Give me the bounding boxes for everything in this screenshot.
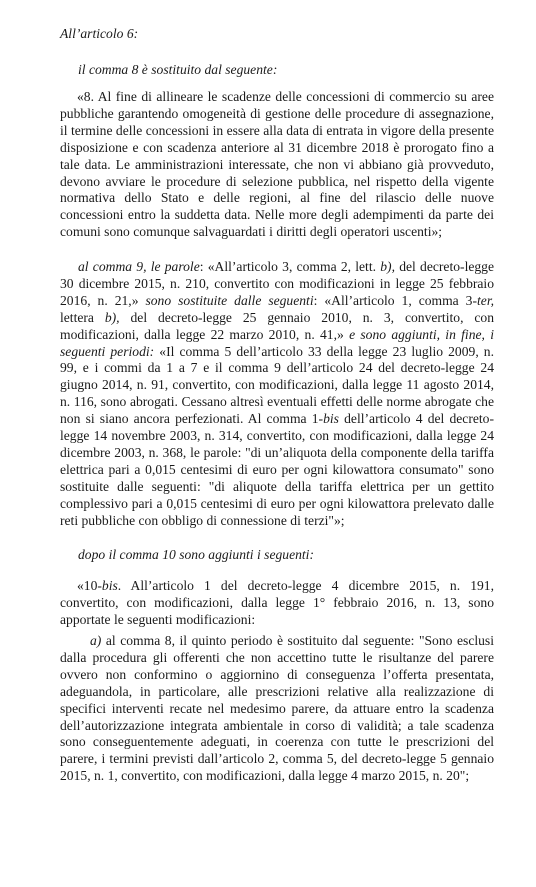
comma-10-bis-text: . All’articolo 1 del decreto-legge 4 dicembre 2015, n. 191, convertito, con modificazioni, dalla legge 1° febbraio 2016, n. 13, sono apportate le seguenti modificazioni: — [60, 578, 494, 627]
comma-9-text-3: : «All’articolo 1, comma 3- — [313, 292, 478, 308]
point-a-label: a) — [90, 633, 102, 648]
comma-9-letter-b: b), — [380, 259, 395, 274]
comma-9-intro: al comma 9, le parole — [78, 259, 200, 274]
comma-10-bis-prefix: «10- — [77, 578, 102, 593]
comma-10-bis-label: bis — [101, 578, 118, 593]
comma-9-text-4: lettera — [60, 309, 105, 325]
heading-comma-10: dopo il comma 10 sono aggiunti i seguenti: — [78, 547, 314, 562]
heading-comma-8: il comma 8 è sostituito dal seguente: — [78, 62, 278, 77]
comma-9-text-2: del decreto-legge 30 dicembre 2015, n. 210, convertito con modificazioni in legge 25 febbraio 2016, n. 21,» — [60, 259, 495, 308]
paragraph-comma-9 — [60, 259, 494, 530]
paragraph-comma-10-bis — [60, 578, 494, 629]
comma-9-text-6: «Il comma 5 dell’articolo 33 della legge 23 luglio 2009, n. 99, e i commi da 1 a 7 e il comma 9 dell’articolo 24 del decreto-legge 24 giugno 2014, n. 91, convertito, con modificazioni, dalla legge 11 agosto 2014, n. 116, sono abrogati. Cessano altresì eventuali effetti delle norme abrogate che non si siano ancora perfezionati. Al comma 1- — [60, 343, 495, 427]
point-a-text: al comma 8, il quinto periodo è sostituito dal seguente: "Sono esclusi dalla procedura gli offerenti che non accettino tutte le risultanze del parere ovvero non conformino o aggiornino di conseguenza l’offerta presentata, adeguandola, in particolare, alle prescrizioni relative alla realizzazione di specifici interventi recate nel medesimo parere, da attuare entro la scadenza dell’autorizzazione integrata ambientale in corso di validità; a tale scadenza sono conseguentemente adeguati, in coerenza con tutte le prescrizioni del parere, i termini previsti dall’articolo 2, comma 5, del decreto-legge 5 gennaio 2015, n. 1, convertito, con modificazioni, dalla legge 4 marzo 2015, n. 20"; — [60, 633, 494, 784]
comma-9-replaced-phrase: sono sostituite dalle seguenti — [145, 292, 314, 308]
paragraph-point-a — [60, 633, 494, 785]
comma-9-bis: bis — [323, 411, 339, 427]
comma-9-added-phrase: e sono aggiunti, in fine, i seguenti periodi: — [60, 326, 494, 359]
comma-9-text-1: : «All’articolo 3, comma 2, lett. — [199, 259, 381, 274]
comma-9-text-5: del decreto-legge 25 gennaio 2010, n. 3, convertito, con modificazioni, dalla legge 22 marzo 2010, n. 41,» — [60, 309, 494, 342]
comma-9-ter: ter, — [477, 292, 495, 308]
paragraph-comma-8: «8. Al fine di allineare le scadenze delle concessioni di commercio su aree pubbliche garantendo omogeneità di gestione delle procedure di assegnazione, il termine delle concessioni in essere alla data di entrata in vigore della presente disposizione e con scadenza anteriore al 31 dicembre 2018 è prorogato fino a tale data. Le amministrazioni interessate, che non vi abbiano già provveduto, devono avviare le procedure di selezione pubblica, nel rispetto della vigente normativa dello Stato e delle regioni, al fine del rilascio delle nuove concessioni entro la suddetta data. Nelle more degli adempimenti da parte dei comuni sono comunque salvaguardati i diritti degli operatori uscenti»; — [60, 89, 494, 240]
comma-9-text-7: dell’articolo 4 del decreto-legge 14 novembre 2003, n. 314, convertito, con modificazioni, dalla legge 24 dicembre 2003, n. 368, le parole: "di un’aliquota della componente della tariffa elettrica pari a 0,015 centesimi di euro per ogni kilowattora consumato" sono sostituite dalle seguenti: "di aliquote della tariffa elettrica per un gettito complessivo pari a 0,015 centesimi di euro per ogni kilowattora prelevato dalle reti pubbliche con obbligo di connessione di terzi"»; — [60, 411, 495, 528]
heading-article-6: All’articolo 6: — [60, 26, 139, 41]
comma-9-letter-b-2: b), — [104, 309, 120, 325]
